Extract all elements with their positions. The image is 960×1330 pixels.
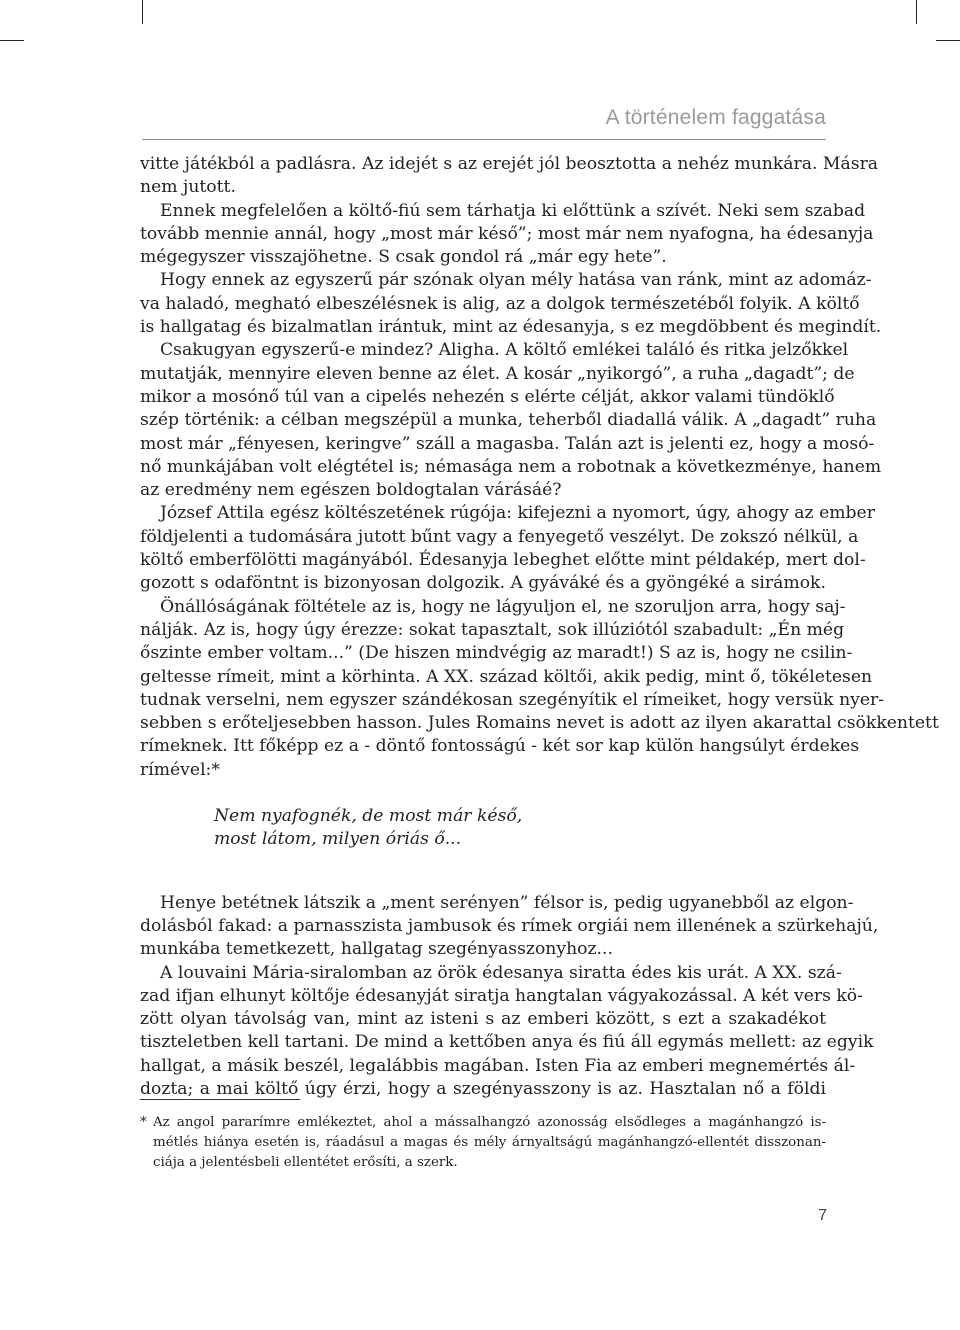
- text-line: gozott s odaföntnt is bizonyosan dolgozik. A gyáváké és a gyöngéké a sirámok.: [140, 573, 826, 594]
- text-line: munkába temetkezett, hallgatag szegényasszonyhoz...: [140, 939, 613, 960]
- text-line: rímével:*: [140, 759, 220, 780]
- footnote: [140, 1113, 826, 1173]
- text-line: dolásból fakad: a parnasszista jambusok és rímek orgiái nem illenének a szürkehajú,: [140, 915, 879, 936]
- text-line: szép történik: a célban megszépül a munka, teherből diadallá válik. A „dagadt” ruha: [140, 410, 877, 431]
- text-line: mutatják, mennyire eleven benne az élet. A kosár „nyikorgó”, a ruha „dagadt”; de: [140, 363, 855, 384]
- footnote-mark: *: [140, 1115, 147, 1130]
- paragraph: [140, 962, 874, 1102]
- header-rule: [142, 139, 826, 140]
- paragraph: [140, 153, 879, 200]
- footnote-rule: [140, 1099, 300, 1100]
- text-line: Hogy ennek az egyszerű pár szónak olyan mély hatása van ránk, mint az adomáz-: [160, 270, 872, 291]
- text-line: nálják. Az is, hogy úgy érezze: sokat tapasztalt, sok illúziótól szabadult: „Én még: [140, 619, 845, 640]
- text-line: va haladó, megható elbeszélésnek is alig, az a dolgok természetéből folyik. A költő: [140, 293, 860, 314]
- spacer: [140, 852, 826, 892]
- text-line: őszinte ember voltam...” (De hiszen mindvégig az maradt!) S az is, hogy ne csilin-: [140, 643, 853, 664]
- text-line: József Attila egész költészetének rúgója: kifejezni a nyomort, úgy, ahogy az ember: [160, 503, 875, 524]
- spacer: [140, 782, 826, 805]
- paragraph: [140, 200, 874, 270]
- verse-line: most látom, milyen óriás ő...: [214, 829, 462, 850]
- crop-mark-top-right: [916, 0, 917, 24]
- text-line: is hallgatag és bizalmatlan irántuk, mint az édesanyja, s ez megdöbbent és megindít.: [140, 317, 882, 338]
- text-line: rímeknek. Itt főképp ez a - döntő fontosságú - két sor kap külön hangsúlyt érdekes: [140, 736, 860, 757]
- paragraph: [140, 892, 879, 962]
- text-line: földjelenti a tudomására jutott bűnt vagy a fenyegető veszélyt. De zokszó nélkül, a: [140, 526, 859, 547]
- page-number: 7: [818, 1207, 827, 1224]
- text-line: vitte játékból a padlásra. Az idejét s az erejét jól beosztotta a nehéz munkára. Másra: [140, 154, 879, 174]
- text-line: mégegyszer visszajöhetne. S csak gondol rá „már egy hete”.: [140, 247, 667, 268]
- text-line: Ennek megfelelően a költő-fiú sem tárhatja ki előttünk a szívét. Neki sem szabad: [160, 200, 866, 221]
- text-line: sebben s erőteljesebben hasson. Jules Romains nevet is adott az ilyen akarattal csökkentett: [140, 713, 939, 734]
- text-line: Önállóságának föltétele az is, hogy ne lágyuljon el, ne szoruljon arra, hogy saj-: [160, 596, 846, 617]
- crop-mark-right-top: [936, 40, 960, 41]
- text-line: zad ifjan elhunyt költője édesanyját siratja hangtalan vágyakozással. A két vers kö-: [140, 985, 863, 1006]
- running-head: A történelem faggatása: [605, 106, 826, 129]
- text-line: tiszteletben kell tartani. De mind a kettőben anya és fiú áll egymás mellett: az egyik: [140, 1032, 874, 1053]
- text-line: hallgat, a másik beszél, legalábbis magában. Isten Fia az emberi megnemértés ál-: [140, 1055, 856, 1076]
- crop-mark-left-top: [0, 40, 24, 41]
- footnote-line: ciája a jelentésbeli ellentétet erősíti, a szerk.: [153, 1155, 458, 1170]
- text-line: tovább mennie annál, hogy „most már késő”; most már nem nyafogna, ha édesanyja: [140, 223, 874, 244]
- text-line: Henye betétnek látszik a „ment serényen” félsor is, pedig ugyanebből az elgon-: [160, 892, 854, 913]
- text-line: nő munkájában volt elégtétel is; némasága nem a robotnak a következménye, hanem: [140, 456, 882, 477]
- text-line: az eredmény nem egészen boldogtalan várásáé?: [140, 480, 562, 501]
- text-line: A louvaini Mária-siralomban az örök édesanya siratta édes kis urát. A XX. szá-: [160, 962, 842, 983]
- text-line: most már „fényesen, keringve” száll a magasba. Talán azt is jelenti ez, hogy a mosó-: [140, 433, 875, 454]
- footnote-line: Az angol pararímre emlékeztet, ahol a mássalhangzó azonosság elsődleges a magánhangzó is-: [153, 1115, 826, 1130]
- verse-quote: [140, 805, 826, 852]
- text-line: nem jutott.: [140, 177, 236, 198]
- text-line: zött olyan távolság van, mint az isteni s az emberi között, s ezt a szakadékot: [140, 1009, 826, 1030]
- paragraph: [140, 596, 939, 782]
- body-text: [140, 153, 939, 1101]
- text-line: dozta; a mai költő úgy érzi, hogy a szegényasszony is az. Hasztalan nő a földi: [140, 1078, 826, 1099]
- text-line: tudnak verselni, nem egyszer szándékosan szegényítik el rímeiket, hogy versük nyer-: [140, 689, 885, 710]
- crop-mark-top-left: [142, 0, 143, 24]
- paragraph: [140, 269, 882, 502]
- verse-line: Nem nyafognék, de most már késő,: [214, 806, 523, 827]
- paragraph: [140, 502, 875, 595]
- footnote-line: métlés hiánya esetén is, ráadásul a magas és mély árnyaltságú magánhangzó-ellentét disszonan-: [153, 1135, 826, 1150]
- text-line: geltesse rímeit, mint a körhinta. A XX. század költői, akik pedig, mint ő, tökéletesen: [140, 666, 873, 687]
- text-line: mikor a mosónő túl van a cipelés nehezén s elérte célját, akkor valami tündöklő: [140, 386, 835, 407]
- text-line: Csakugyan egyszerű-e mindez? Aligha. A költő emlékei találó és ritka jelzőkkel: [160, 340, 849, 361]
- text-line: költő emberfölötti magányából. Édesanyja lebeghet előtte mint példakép, mert dol-: [140, 550, 866, 571]
